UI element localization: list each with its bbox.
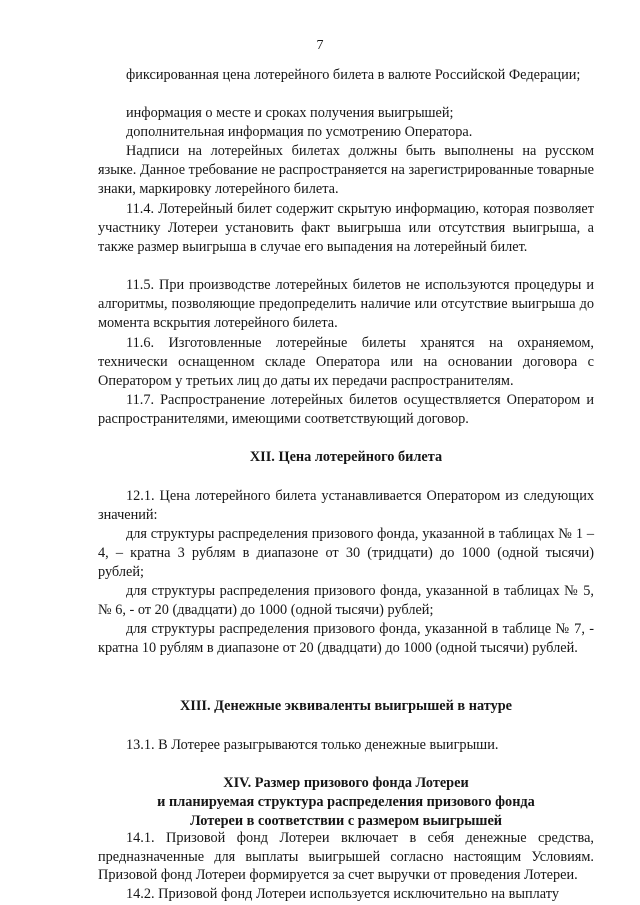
- paragraph-13-1: 13.1. В Лотерее разыгрываются только денежные выигрыши.: [126, 737, 499, 753]
- paragraph-11-7: 11.7. Распространение лотерейных билетов осуществляется Оператором и распространителями, имеющими соответствующий договор.: [98, 392, 594, 428]
- paragraph-tables-1-4: для структуры распределения призового фонда, указанной в таблицах № 1 – 4, – кратна 3 рублям в диапазоне от 30 (тридцати) до 1000 (одной тысячи) рублей;: [98, 526, 594, 581]
- paragraph-14-2: 14.2. Призовой фонд Лотереи используется исключительно на выплату: [126, 886, 559, 902]
- section-heading-xiv-line1: XIV. Размер призового фонда Лотереи: [223, 775, 469, 791]
- paragraph-11-4: 11.4. Лотерейный билет содержит скрытую информацию, которая позволяет участнику Лотереи установить факт выигрыша или отсутствия выигрыша, а также размер выигрыша в случае его выпадения на лотерейный билет.: [98, 201, 594, 256]
- paragraph-11-5: 11.5. При производстве лотерейных билетов не используются процедуры и алгоритмы, позволяющие предопределить наличие или отсутствие выигрыша до момента вскрытия лотерейного билета.: [98, 277, 594, 332]
- paragraph-tables-5-6: для структуры распределения призового фонда, указанной в таблицах № 5, № 6, - от 20 (двадцати) до 1000 (одной тысячи) рублей;: [98, 583, 594, 619]
- paragraph-table-7: для структуры распределения призового фонда, указанной в таблице № 7, - кратна 10 рублям в диапазоне от 20 (двадцати) до 1000 (одной тысячи) рублей.: [98, 621, 594, 657]
- paragraph-additional-info: дополнительная информация по усмотрению Оператора.: [126, 124, 473, 140]
- paragraph-russian-language: Надписи на лотерейных билетах должны быть выполнены на русском языке. Данное требование не распространяется на зарегистрированные товарные знаки, маркировку лотерейного билета.: [98, 143, 594, 198]
- section-heading-xiii: XIII. Денежные эквиваленты выигрышей в натуре: [179, 698, 513, 714]
- paragraph-price-fixed: фиксированная цена лотерейного билета в валюте Российской Федерации;: [126, 67, 581, 83]
- section-heading-xiv-line2: и планируемая структура распределения призового фонда: [157, 794, 535, 810]
- page-number: 7: [316, 38, 324, 53]
- section-heading-xii: XII. Цена лотерейного билета: [249, 449, 443, 465]
- paragraph-winnings-place: информация о месте и сроках получения выигрышей;: [126, 105, 454, 121]
- paragraph-12-1: 12.1. Цена лотерейного билета устанавливается Оператором из следующих значений:: [98, 488, 594, 524]
- paragraph-14-1: 14.1. Призовой фонд Лотереи включает в себя денежные средства, предназначенные для выплаты выигрышей согласно настоящим Условиям. Призовой фонд Лотереи формируется за счет выручки от проведения Лотереи.: [98, 830, 594, 884]
- paragraph-11-6: 11.6. Изготовленные лотерейные билеты хранятся на охраняемом, технически оснащенном складе Оператора или на основании договора с Оператором у третьих лиц до даты их передачи распространителям.: [98, 335, 594, 390]
- section-heading-xiv-line3: Лотереи в соответствии с размером выигрышей: [189, 813, 503, 829]
